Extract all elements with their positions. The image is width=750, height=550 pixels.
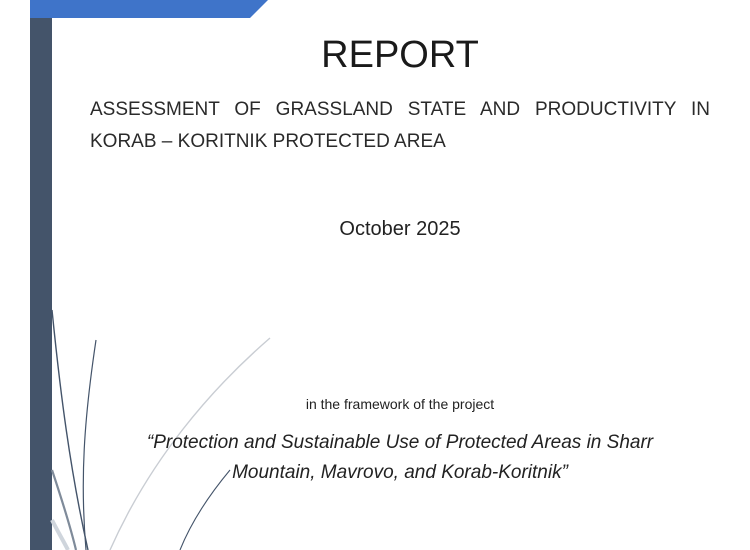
- report-date: October 2025: [339, 218, 461, 240]
- report-title: REPORT: [321, 34, 479, 76]
- report-subtitle: ASSESSMENT OF GRASSLAND STATE AND PRODUCTIVITY IN KORAB – KORITNIK PROTECTED AREA: [90, 99, 710, 152]
- left-sidebar-bar: [30, 18, 52, 550]
- project-title: “Protection and Sustainable Use of Protected Areas in Sharr Mountain, Mavrovo, and Korab-Koritnik”: [146, 432, 654, 483]
- framework-text: in the framework of the project: [305, 396, 495, 412]
